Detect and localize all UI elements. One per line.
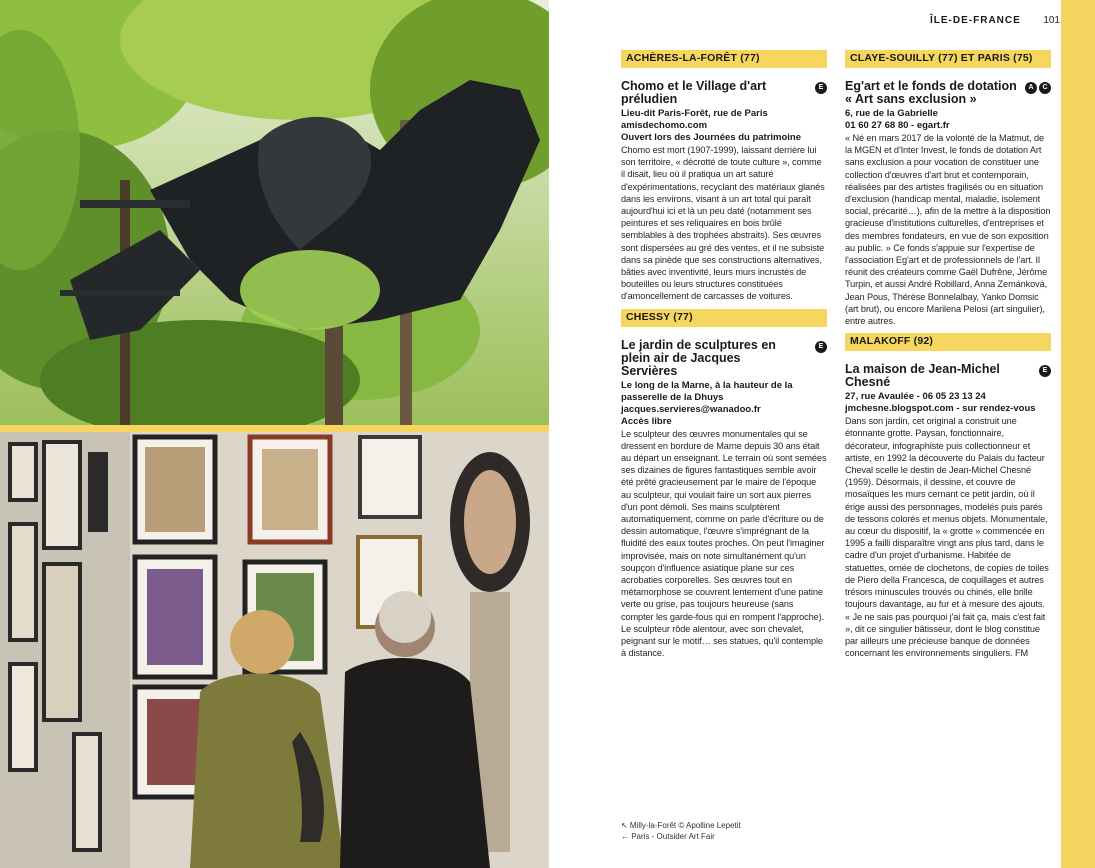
entry-address: Lieu-dit Paris-Forêt, rue de Paris <box>621 108 768 119</box>
section-heading: CLAYE-SOUILLY (77) ET PARIS (75) <box>845 50 1051 68</box>
entry-email-link[interactable]: jacques.servieres@wanadoo.fr <box>621 403 761 415</box>
gallery-visitors-illustration <box>0 432 549 868</box>
page-number: 101 <box>1043 15 1060 26</box>
text-column-2 <box>845 50 1051 665</box>
credit-line-bottom-photo: ← Paris - Outsider Art Fair <box>621 832 715 841</box>
credit-line-top-photo: ↖ Milly-la-Forêt © Apolline Lepetit <box>621 821 741 830</box>
region-name: ÎLE-DE-FRANCE <box>930 15 1021 26</box>
photo-separator <box>0 425 549 432</box>
entry-address: 27, rue Avaulée - 06 05 23 13 24 <box>845 391 986 403</box>
entry-badges <box>1025 82 1051 94</box>
photo-chomo-village <box>0 0 549 425</box>
entry-website-link[interactable]: amisdechomo.com <box>621 120 708 131</box>
entry-title: Chomo et le Village d'art préludien <box>621 79 767 106</box>
section-heading: ACHÈRES-LA-FORÊT (77) <box>621 50 827 68</box>
forest-sculpture-illustration <box>0 0 549 425</box>
section-heading: CHESSY (77) <box>621 309 827 327</box>
entry-chesne <box>845 363 1051 659</box>
entry-chomo <box>621 80 827 303</box>
entry-description: Chomo est mort (1907-1999), laissant derrière lui son territoire, « décrotté de toute culture », comme il disait, lieu où il pratiqua un art saturé d'expérimentations, recyclant des matériaux glanés dans les environs, visant à un art total qui paraît aujourd'hui ici et là un peu daté (notamment ses peintures et ses reliquaires en bois brûlé semblables à des trophées abstraits). Ses œuvres sont dispersées au gré des ventes, et il ne subsiste dans sa pinède que ses constructions alternatives, bâties avec inventivité, leurs murs incrustés de bouteilles ou leurs structures constituées d'amoncellement de carcasses de voitures. <box>621 145 825 302</box>
running-header <box>930 15 1060 26</box>
entry-description: « Né en mars 2017 de la volonté de la Matmut, de la MGEN et d'Inter Invest, le fonds de dotation Art sans exclusion a pour vocation de constituer une collection d'œuvres d'art brut et contemporain, réalisées par des artistes fragilisés ou en situation d'exclusion (handicap mental, maladie, isolement social, précarité…), afin de la mettre à la disposition gracieuse d'institutions culturelles, d'entreprises et des membres fondateurs, en vue de son exposition au public. » Ce fonds s'appuie sur l'expertise de l'association Eg'art et de professionnels de l'art. Il réunit des créateurs comme Gaël Dufrêne, Jérôme Turpin, et aussi André Robillard, Anna Zemánková, Jean Pous, Thérèse Bonnelalbay, Yanko Domsic (art brut), ou encore Marilena Pelosi (art singulier), entre autres. <box>845 133 1051 327</box>
category-badge-icon: E <box>815 341 827 353</box>
entry-badges <box>815 82 827 94</box>
section-acheres <box>621 50 827 303</box>
entry-description: Le sculpteur des œuvres monumentales qui se dressent en bordure de Marne depuis 30 ans était au départ un enseignant. Le terrain où sont semées ses dizaines de figures fantastiques semble avoir été prêté gracieusement par le maire de l'époque au sculpteur, qui voulait faire un sort aux pierres d'un pont démoli. Ses mains sculptèrent automatiquement, comme on parle d'écriture ou de dessin automatique, l'œuvre s'imprégnant de la fluidité des eaux toutes proches. On peut l'imaginer improvisée, mais on note simultanément qu'un soupçon d'influence asiatique plane sur ces acrobaties corporelles. Ses œuvres tout en métamorphose se couvrent lentement d'une patine verte ou grise, pas toujours heureuse (sans compter les garde-fous qui en rompent l'approche). Le sculpteur rôde alentour, avec son chevalet, peignant sur le motif… ses statues, qu'il contemple à distance. <box>621 428 827 659</box>
entry-badges <box>1039 365 1051 377</box>
entry-badges <box>815 341 827 353</box>
category-badge-icon: E <box>815 82 827 94</box>
category-badge-icon: A <box>1025 82 1037 94</box>
text-column-1 <box>621 50 827 666</box>
entry-opening-info: Accès libre <box>621 415 672 427</box>
category-badge-icon: E <box>1039 365 1051 377</box>
entry-title: Eg'art et le fonds de dotation « Art sans exclusion » <box>845 79 1017 106</box>
entry-address: 6, rue de la Gabrielle <box>845 108 938 119</box>
entry-website-link[interactable]: jmchesne.blogspot.com - sur rendez-vous <box>845 403 1036 415</box>
photo-credits <box>621 820 741 842</box>
entry-address: Le long de la Marne, à la hauteur de la passerelle de la Dhuys <box>621 379 793 403</box>
page-edge-stripe <box>1061 0 1095 868</box>
section-heading: MALAKOFF (92) <box>845 333 1051 351</box>
entry-contact-link[interactable]: 01 60 27 68 80 - egart.fr <box>845 120 950 131</box>
entry-servieres <box>621 339 827 660</box>
entry-description: Dans son jardin, cet original a construit une étonnante grotte. Paysan, fonctionnaire, décorateur, infographiste puis collectionneur et artiste, en 1992 la découverte du Palais du facteur Cheval scelle le destin de Jean-Michel Chesné (1959). Désormais, il dessine, et couvre de mosaïques les murs cernant ce petit jardin, où il érige aussi des personnages, modelés puis parés de tessons colorés et menus objets. Monumentale, au cœur du dispositif, la « grotte » commencée en 1995 a failli disparaître vingt ans plus tard, dans le cadre d'un projet d'urbanisme. Habitée de statuettes, ornée de clochetons, de copies de toiles de Piero della Francesca, de coquillages et autres trésors minuscules trouvés ou chinés, elle brille toujours davantage, au fur et à mesure des ajouts. « Je ne sais pas pourquoi j'ai fait ça, mais c'est fait », dit ce singulier bâtisseur, dont le blog constitue par ailleurs une précieuse banque de données concernant les environnements singuliers. FM <box>845 416 1049 659</box>
category-badge-icon: C <box>1039 82 1051 94</box>
entry-egart <box>845 80 1051 327</box>
entry-title: Le jardin de sculptures en plein air de Jacques Servières <box>621 337 776 378</box>
section-chessy <box>621 309 827 660</box>
photo-outsider-art-fair <box>0 432 549 868</box>
entry-opening-info: Ouvert lors des Journées du patrimoine <box>621 132 802 143</box>
section-malakoff <box>845 333 1051 659</box>
entry-title: La maison de Jean-Michel Chesné <box>845 362 1000 390</box>
section-claye-souilly <box>845 50 1051 327</box>
